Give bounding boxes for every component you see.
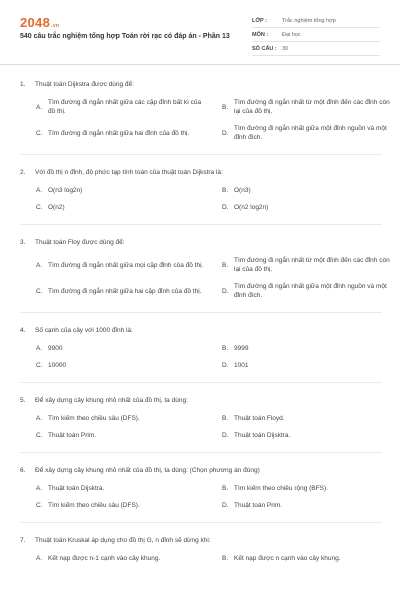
option-text: Kết nạp được n-1 cạnh vào cây khung. <box>48 555 161 562</box>
option-key: D. <box>222 362 229 369</box>
option-key: D. <box>222 432 229 439</box>
option-key: D. <box>222 129 229 137</box>
option-key: D. <box>222 204 229 211</box>
answer-options <box>20 186 382 212</box>
option-key: B. <box>222 345 229 352</box>
answer-option[interactable] <box>36 414 208 423</box>
question-item <box>20 466 382 523</box>
answer-option[interactable] <box>222 256 394 274</box>
option-text: Tìm đường đi ngắn nhất giữa hai đỉnh của đồ thị. <box>48 129 190 137</box>
question-stem <box>20 396 382 405</box>
answer-option[interactable] <box>36 203 208 212</box>
option-text: Tìm đường đi ngắn nhất giữa hai cặp đỉnh của đồ thị. <box>48 287 202 295</box>
option-key: A. <box>36 103 43 111</box>
question-list <box>20 80 390 576</box>
answer-options <box>20 554 382 563</box>
option-text: Thuật toán Dijsktra. <box>234 432 291 439</box>
answer-option[interactable] <box>222 282 394 300</box>
option-key: C. <box>36 287 43 295</box>
meta-label: LỚP : <box>252 17 267 24</box>
answer-option[interactable] <box>36 361 208 370</box>
meta-label: MÔN : <box>252 31 269 38</box>
option-text: Tìm đường đi ngắn nhất giữa một đỉnh nguồn và một đỉnh đích. <box>234 283 387 299</box>
question-text: Thuật toán Dijkstra được dùng để: <box>35 81 134 88</box>
option-text: Tìm kiếm theo chiều sâu (DFS). <box>48 415 140 422</box>
logo-main: 2048 <box>20 15 51 30</box>
question-text: Để xây dựng cây khung nhỏ nhất của đồ thị, ta dùng: <box>35 397 188 404</box>
question-text: Thuật toán Floy được dùng để: <box>35 239 125 246</box>
question-item <box>20 326 382 383</box>
option-key: C. <box>36 204 43 211</box>
answer-option[interactable] <box>36 98 208 116</box>
answer-option[interactable] <box>36 554 208 563</box>
option-key: C. <box>36 432 43 439</box>
option-text: Tìm đường đi ngắn nhất giữa một đỉnh nguồn và một đỉnh đích. <box>234 125 387 141</box>
answer-option[interactable] <box>222 98 394 116</box>
question-stem <box>20 466 382 475</box>
answer-option[interactable] <box>36 256 208 274</box>
answer-options <box>20 484 382 510</box>
option-text: O(n2) <box>48 204 65 211</box>
answer-option[interactable] <box>222 186 394 195</box>
question-stem <box>20 326 382 335</box>
meta-row-class <box>252 14 380 28</box>
option-key: B. <box>222 555 229 562</box>
option-text: O(n3 log2n) <box>48 187 83 194</box>
answer-option[interactable] <box>222 361 394 370</box>
meta-value: Trắc nghiệm tổng hợp <box>282 17 336 24</box>
option-key: A. <box>36 187 43 194</box>
option-key: B. <box>222 415 229 422</box>
option-key: C. <box>36 502 43 509</box>
question-item <box>20 80 390 155</box>
option-text: Tìm kiếm theo chiều rộng (BFS). <box>234 485 328 492</box>
meta-row-count <box>252 42 380 56</box>
question-text: Thuật toán Kruskal áp dụng cho đồ thị G, n đỉnh sẽ dừng khi: <box>35 537 211 544</box>
option-key: A. <box>36 485 43 492</box>
option-text: O(n2 log2n) <box>234 204 269 211</box>
document-title: 540 câu trắc nghiệm tổng hợp Toán rời rạc có đáp án - Phần 13 <box>20 33 230 40</box>
answer-option[interactable] <box>222 414 394 423</box>
answer-option[interactable] <box>222 484 394 493</box>
option-text: 1001 <box>234 362 249 369</box>
answer-options <box>20 98 390 142</box>
question-item <box>20 536 382 563</box>
option-key: A. <box>36 261 43 269</box>
answer-option[interactable] <box>36 501 208 510</box>
option-text: Thuật toán Floyd. <box>234 415 285 422</box>
question-stem <box>20 238 382 247</box>
meta-label: SỐ CÂU : <box>252 45 277 52</box>
document-meta <box>252 14 380 56</box>
option-key: B. <box>222 485 229 492</box>
answer-option[interactable] <box>36 186 208 195</box>
question-divider <box>20 224 382 225</box>
question-number: 7. <box>20 537 26 544</box>
option-key: A. <box>36 415 43 422</box>
option-text: Tìm đường đi ngắn nhất giữa mọi cặp đỉnh của đồ thị. <box>48 261 204 269</box>
option-key: D. <box>222 502 229 509</box>
option-key: A. <box>36 555 43 562</box>
meta-value: Đại học <box>282 31 301 38</box>
option-text: Thuật toán Dijsktra. <box>48 485 105 492</box>
document-header <box>0 0 400 65</box>
answer-option[interactable] <box>36 282 208 300</box>
question-text: Với đồ thị n đỉnh, độ phức tạp tính toán của thuật toán Dijkstra là: <box>35 169 223 176</box>
question-number: 3. <box>20 239 26 246</box>
answer-option[interactable] <box>36 344 208 353</box>
question-item <box>20 238 390 313</box>
question-divider <box>20 154 382 155</box>
answer-option[interactable] <box>222 431 394 440</box>
question-number: 1. <box>20 81 26 88</box>
option-text: Kết nạp được n cạnh vào cây khung. <box>234 555 341 562</box>
option-key: B. <box>222 103 229 111</box>
answer-option[interactable] <box>222 203 394 212</box>
question-stem <box>20 168 382 177</box>
question-stem <box>20 80 382 89</box>
option-text: Tìm đường đi ngắn nhất giữa các cặp đỉnh bất kì của đồ thị. <box>48 99 202 115</box>
question-item <box>20 396 382 453</box>
question-divider <box>20 312 382 313</box>
question-number: 5. <box>20 397 26 404</box>
site-logo[interactable] <box>20 15 59 30</box>
answer-option[interactable] <box>36 431 208 440</box>
meta-row-subject <box>252 28 380 42</box>
question-divider <box>20 382 382 383</box>
option-key: B. <box>222 187 229 194</box>
question-text: Để xây dựng cây khung nhỏ nhất của đồ thị, ta dùng: (Chọn phương án đúng) <box>35 467 260 474</box>
answer-option[interactable] <box>222 554 394 563</box>
option-key: C. <box>36 129 43 137</box>
option-text: Tìm đường đi ngắn nhất từ một đỉnh đến các đỉnh còn lại của đồ thị. <box>234 99 390 115</box>
question-divider <box>20 452 382 453</box>
answer-option[interactable] <box>36 484 208 493</box>
answer-option[interactable] <box>36 124 208 142</box>
option-text: 10000 <box>48 362 67 369</box>
option-key: D. <box>222 287 229 295</box>
question-text: Số cạnh của cây với 1000 đỉnh là: <box>35 327 133 334</box>
logo-tld: .vn <box>51 23 60 29</box>
meta-value: 30 <box>282 45 289 52</box>
answer-options <box>20 414 382 440</box>
question-number: 2. <box>20 169 26 176</box>
answer-option[interactable] <box>222 124 394 142</box>
option-text: 9999 <box>234 345 249 352</box>
question-number: 6. <box>20 467 26 474</box>
option-key: A. <box>36 345 43 352</box>
question-number: 4. <box>20 327 26 334</box>
option-key: B. <box>222 261 229 269</box>
option-text: O(n3) <box>234 187 251 194</box>
question-stem <box>20 536 382 545</box>
answer-option[interactable] <box>222 501 394 510</box>
option-text: Tìm đường đi ngắn nhất từ một đỉnh đến các đỉnh còn lại của đồ thị. <box>234 257 390 273</box>
answer-options <box>20 344 382 370</box>
question-divider <box>20 522 382 523</box>
answer-options <box>20 256 390 300</box>
question-item <box>20 168 382 225</box>
option-text: 9900 <box>48 345 63 352</box>
option-key: C. <box>36 362 43 369</box>
option-text: Tìm kiếm theo chiều sâu (DFS). <box>48 502 140 509</box>
answer-option[interactable] <box>222 344 394 353</box>
option-text: Thuật toán Prim. <box>234 502 283 509</box>
option-text: Thuật toán Prim. <box>48 432 97 439</box>
